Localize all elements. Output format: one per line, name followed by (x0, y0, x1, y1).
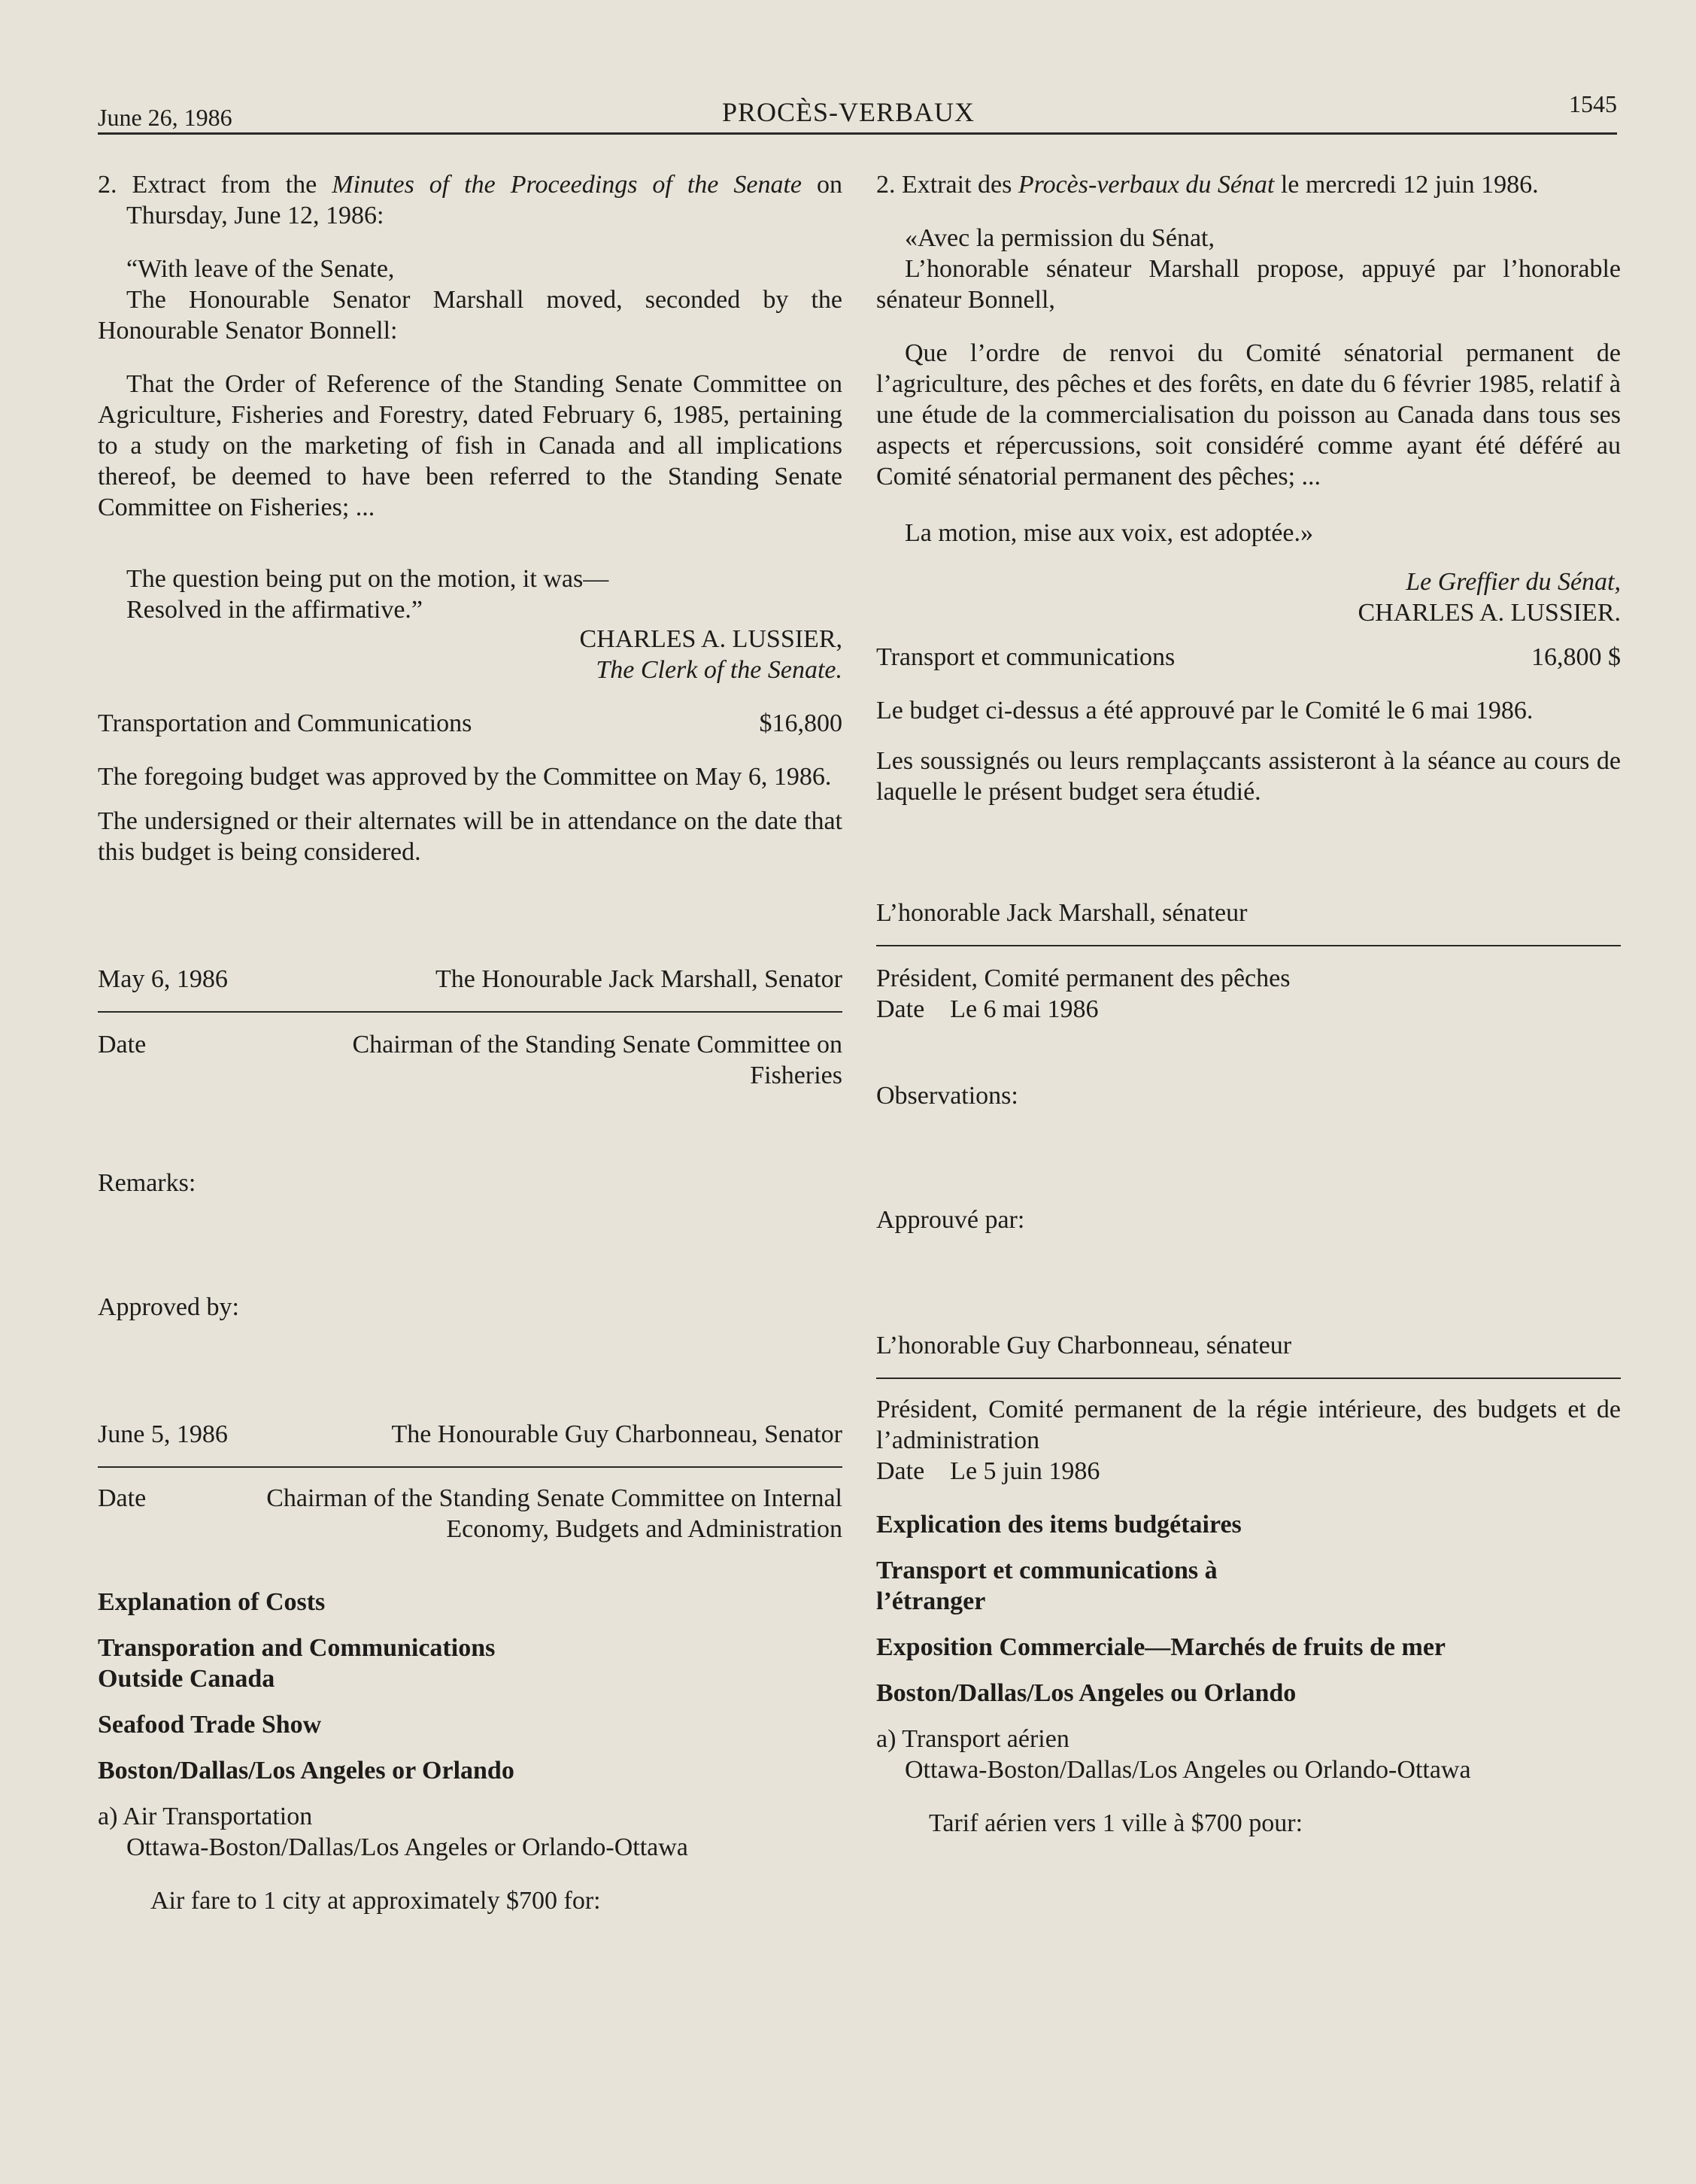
clerk-title-fr: Le Greffier du Sénat, (1406, 568, 1621, 596)
air-route-fr: Ottawa-Boston/Dallas/Los Angeles ou Orlando-Ottawa (905, 1756, 1471, 1784)
signature-1-rule-fr (876, 945, 1621, 946)
quote-open: “With leave of the Senate, (126, 255, 395, 283)
air-fare: Air fare to 1 city at approximately $700 for: (150, 1887, 601, 1915)
signature-2-title-fr: Président, Comité permanent de la régie intérieure, des budgets et de l’administration (876, 1396, 1621, 1454)
heading-seafood: Seafood Trade Show (98, 1711, 322, 1739)
signature-1-date-label: Date (98, 1031, 147, 1059)
signature-1-date: May 6, 1986 (98, 965, 228, 993)
clerk-name-fr: CHARLES A. LUSSIER. (1358, 599, 1621, 627)
approved-by-label-fr: Approuvé par: (876, 1206, 1025, 1234)
signature-2-caption (98, 1483, 842, 1545)
undersigned-text: The undersigned or their alternates will be in attendance on the date that this budget is being considered. (98, 807, 842, 866)
signature-1-caption (98, 1029, 842, 1091)
signature-1-name: The Honourable Jack Marshall, Senator (435, 965, 842, 993)
approved-text-fr: Le budget ci-dessus a été approuvé par le Comité le 6 mai 1986. (876, 697, 1534, 724)
budget-label-fr: Transport et communications (876, 643, 1176, 671)
heading-cities-fr: Boston/Dallas/Los Angeles ou Orlando (876, 1679, 1297, 1707)
signature-1-name-fr: L’honorable Jack Marshall, sénateur (876, 899, 1248, 927)
french-column (876, 169, 1621, 1839)
resolved-text: Resolved in the affirmative.” (126, 596, 423, 624)
header-title: PROCÈS-VERBAUX (722, 97, 975, 127)
page-number: 1545 (1569, 90, 1617, 117)
signature-1-rule (98, 1011, 842, 1013)
observations-label: Observations: (876, 1082, 1018, 1110)
signature-1-date-fr: Date Le 6 mai 1986 (876, 995, 1099, 1023)
signature-2-rule (98, 1466, 842, 1468)
page-header (98, 89, 1617, 135)
motion-text: That the Order of Reference of the Standing Senate Committee on Agriculture, Fisheries and Forestry, dated February 6, 1985, pertaining to a study on the marketing of fish in Canada and all implications thereof, be deemed to have been referred to the Standing Senate Committee on Fisheries; ... (98, 370, 842, 521)
air-item-fr: a) Transport aérien (876, 1725, 1069, 1753)
signature-2-date-label: Date (98, 1484, 147, 1512)
heading-transport: Transporation and Communications Outside Canada (98, 1634, 496, 1693)
budget-line (98, 708, 842, 739)
question-text: The question being put on the motion, it was— (126, 565, 609, 593)
budget-line-fr (876, 642, 1621, 673)
heading-explanation: Explanation of Costs (98, 1588, 326, 1616)
heading-transport-fr: Transport et communications à l’étranger (876, 1557, 1218, 1615)
motion-text-fr: Que l’ordre de renvoi du Comité sénatorial permanent de l’agriculture, des pêches et des forêts, en date du 6 février 1985, relatif à une étude de la commercialisation du poisson au Canada dans tous ses aspects et répercussions, soit considéré comme ayant été déféré au Comité sénatorial permanent des pêches; ... (876, 339, 1621, 491)
signature-2-date: June 5, 1986 (98, 1420, 228, 1448)
clerk-title: The Clerk of the Senate. (596, 656, 842, 684)
heading-cities: Boston/Dallas/Los Angeles or Orlando (98, 1757, 514, 1785)
clerk-name: CHARLES A. LUSSIER, (579, 625, 842, 653)
budget-amount: $16,800 (759, 709, 842, 737)
budget-amount-fr: 16,800 $ (1531, 643, 1621, 671)
undersigned-text-fr: Les soussignés ou leurs remplaçcants assisteront à la séance au cours de laquelle le présent budget sera étudié. (876, 747, 1621, 806)
signature-2-name: The Honourable Guy Charbonneau, Senator (391, 1420, 842, 1448)
air-route: Ottawa-Boston/Dallas/Los Angeles or Orlando-Ottawa (126, 1833, 688, 1861)
signature-2-title: Chairman of the Standing Senate Committee on Internal Economy, Budgets and Administration (266, 1484, 842, 1543)
signature-2-name-fr: L’honorable Guy Charbonneau, sénateur (876, 1332, 1292, 1359)
header-date: June 26, 1986 (98, 104, 232, 131)
signature-1-line (98, 964, 842, 995)
item-heading-fr: 2. Extrait des Procès-verbaux du Sénat le mercredi 12 juin 1986. (876, 171, 1539, 199)
item-heading: 2. Extract from the Minutes of the Proceedings of the Senate on Thursday, June 12, 1986: (98, 171, 843, 229)
air-item: a) Air Transportation (98, 1803, 313, 1830)
heading-seafood-fr: Exposition Commerciale—Marchés de fruits de mer (876, 1633, 1446, 1661)
moved-text-fr: L’honorable sénateur Marshall propose, appuyé par l’honorable sénateur Bonnell, (876, 255, 1621, 314)
signature-2-date-fr: Date Le 5 juin 1986 (876, 1457, 1100, 1485)
english-column (98, 169, 842, 1916)
remarks-label: Remarks: (98, 1169, 196, 1197)
approved-by-label: Approved by: (98, 1293, 239, 1321)
signature-2-line (98, 1419, 842, 1450)
budget-label: Transportation and Communications (98, 709, 472, 737)
approved-text: The foregoing budget was approved by the Committee on May 6, 1986. (98, 763, 832, 791)
heading-explanation-fr: Explication des items budgétaires (876, 1511, 1242, 1539)
adopted-text-fr: La motion, mise aux voix, est adoptée.» (905, 519, 1313, 547)
signature-1-title: Chairman of the Standing Senate Committee on Fisheries (352, 1031, 842, 1089)
air-fare-fr: Tarif aérien vers 1 ville à $700 pour: (929, 1809, 1303, 1837)
signature-1-title-fr: Président, Comité permanent des pêches (876, 964, 1291, 992)
signature-2-rule-fr (876, 1378, 1621, 1379)
quote-open-fr: «Avec la permission du Sénat, (905, 224, 1215, 252)
moved-text: The Honourable Senator Marshall moved, seconded by the Honourable Senator Bonnell: (98, 286, 842, 345)
